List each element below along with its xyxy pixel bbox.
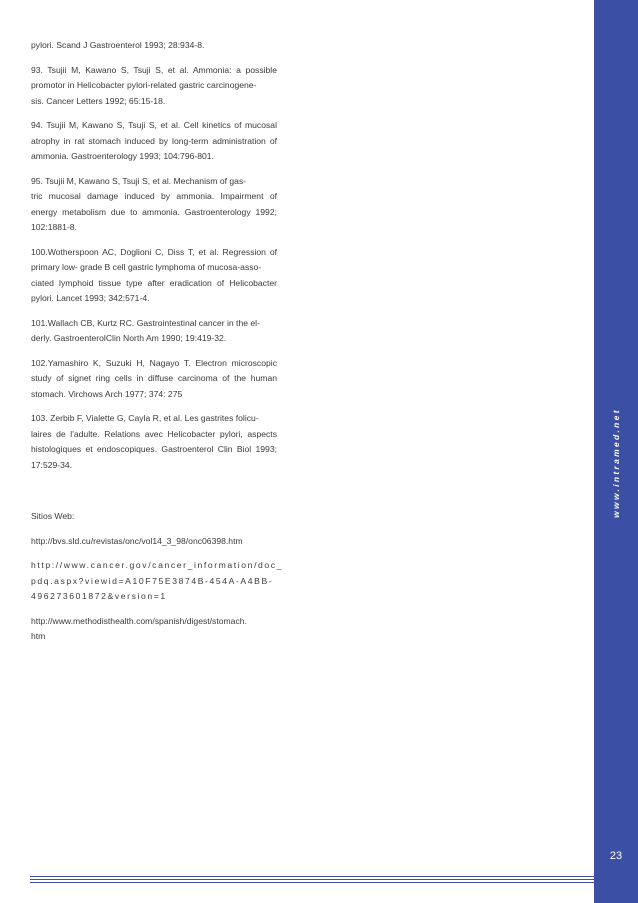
reference-list (31, 38, 284, 654)
website-link[interactable]: http://www.methodisthealth.com/spanish/digest/stomach. htm (31, 615, 247, 641)
page-number: 23 (609, 850, 623, 862)
footer-rule (30, 879, 594, 880)
reference-item: 95. Tsujii M, Kawano S, Tsuji S, et al. Mechanism of gas- tric mucosal damage induced by ammonia. Impairment of energy metabolism due to ammonia. Gastroenterology 1992; 102:1881-8. (31, 175, 277, 232)
footer-rule (30, 876, 594, 877)
reference-item: pylori. Scand J Gastroenterol 1993; 28:934-8. (31, 40, 205, 50)
reference-item: 94. Tsujii M, Kawano S, Tsuji S, et al. Cell kinetics of mucosal atrophy in rat stomach induced by long-term administration of ammonia. Gastroenterology 1993; 104:796-801. (31, 120, 277, 161)
reference-item: 102.Yamashiro K, Suzuki H, Nagayo T. Electron microscopic study of signet ring cells in diffuse carcinoma of the human stomach. Virchows Arch 1977; 374: 275 (31, 357, 277, 399)
websites-heading: Sitios Web: (31, 511, 75, 521)
reference-item: 103. Zerbib F, Vialette G, Cayla R, et al. Les gastrites folicu- laires de l'adulte. Relations avec Helicobacter pylori, aspects histologiques et endoscopiques. Gastroenterol Clin Biol 1993; 17:529-34. (31, 413, 277, 470)
reference-item: 93. Tsujii M, Kawano S, Tsuji S, et al. Ammonia: a possible promotor in Helicobacter pylori-related gastric carcinogene- sis. Cancer Letters 1992; 65:15-18. (31, 64, 277, 106)
reference-item: 101.Wallach CB, Kurtz RC. Gastrointestinal cancer in the el- derly. GastroenterolClin North Am 1990; 19:419-32. (31, 317, 260, 343)
footer-rule (30, 882, 594, 883)
website-link[interactable]: http://www.cancer.gov/cancer_information/doc_ pdq.aspx?viewid=A10F75E3874B-454A-A4BB- 496273601872&version=1 (31, 560, 284, 601)
reference-item: 100.Wotherspoon AC, Doglioni C, Diss T, et al. Regression of primary low- grade B cell gastric lymphoma of mucosa-asso- ciated lymphoid tissue type after eradication of Helicobacter pylori. Lancet 1993; 342:571-4. (31, 246, 277, 303)
site-url: www.intramed.net (611, 408, 621, 518)
website-link[interactable]: http://bvs.sld.cu/revistas/onc/vol14_3_98/onc06398.htm (31, 535, 243, 546)
